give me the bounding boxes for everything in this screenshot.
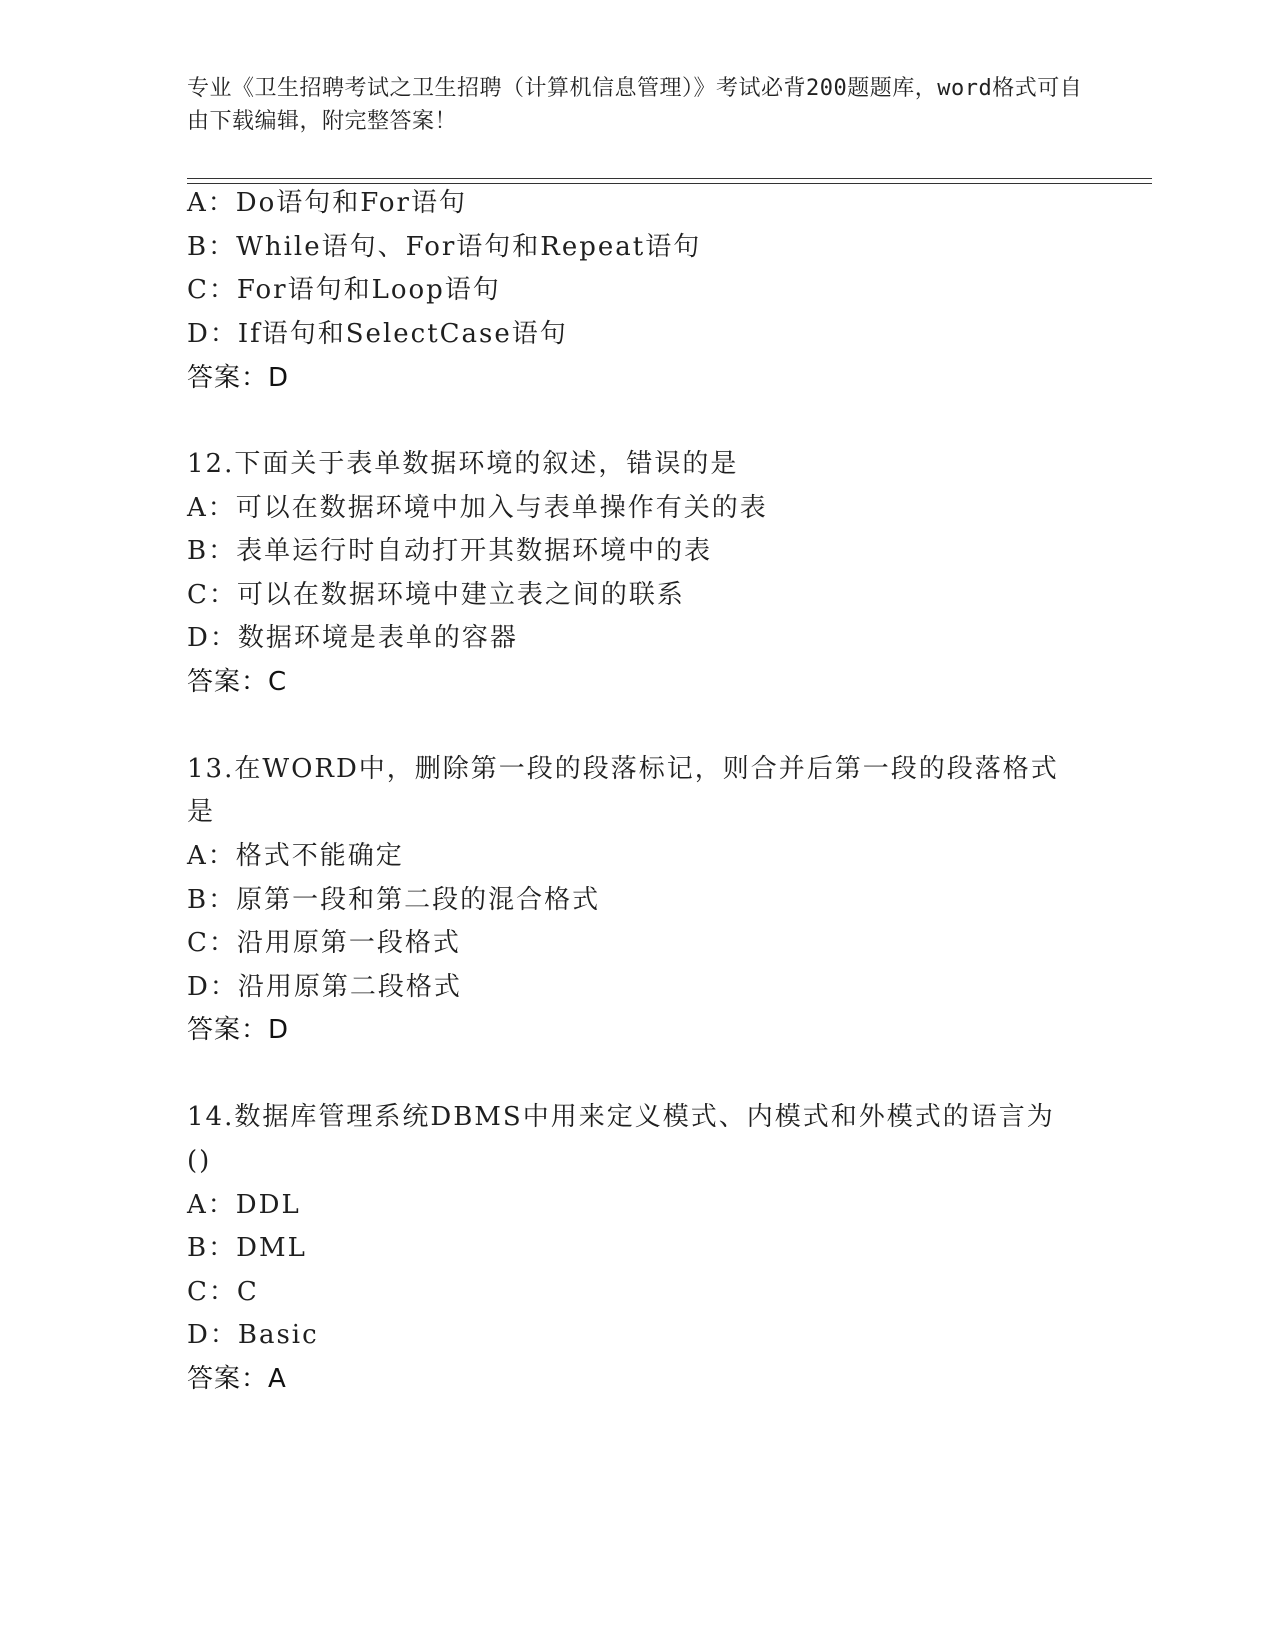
q12-option-a: A：可以在数据环境中加入与表单操作有关的表 xyxy=(187,493,768,523)
q12-option-c: C：可以在数据环境中建立表之间的联系 xyxy=(187,580,685,610)
q14-option-a: A：DDL xyxy=(187,1190,301,1220)
q14-question-line1: 14.数据库管理系统DBMS中用来定义模式、内模式和外模式的语言为 xyxy=(187,1102,1055,1132)
q14-question-line2: () xyxy=(187,1146,212,1176)
q13-question-line2: 是 xyxy=(187,797,216,827)
q11-option-a: A：Do语句和For语句 xyxy=(187,188,467,218)
q13-option-b: B：原第一段和第二段的混合格式 xyxy=(187,885,601,915)
q11-option-c: C：For语句和Loop语句 xyxy=(187,275,501,305)
q11-option-b: B：While语句、For语句和Repeat语句 xyxy=(187,232,702,262)
q11-answer: 答案：D xyxy=(187,363,290,393)
q14-option-c: C：C xyxy=(187,1277,259,1307)
q12-option-d: D：数据环境是表单的容器 xyxy=(187,623,518,653)
q13-question-line1: 13.在WORD中，删除第一段的段落标记，则合并后第一段的段落格式 xyxy=(187,754,1059,784)
q13-answer: 答案：D xyxy=(187,1015,290,1045)
q11-option-d: D：If语句和SelectCase语句 xyxy=(187,319,568,349)
header-divider-top xyxy=(187,178,1152,179)
q12-question: 12.下面关于表单数据环境的叙述，错误的是 xyxy=(187,449,739,479)
q13-option-d: D：沿用原第二段格式 xyxy=(187,972,462,1002)
header-divider-bottom xyxy=(187,183,1152,184)
q13-option-a: A：格式不能确定 xyxy=(187,841,404,871)
document-header: 专业《卫生招聘考试之卫生招聘（计算机信息管理）》考试必背200题题库，word格式可自由下载编辑，附完整答案！ xyxy=(187,76,1083,134)
q12-option-b: B：表单运行时自动打开其数据环境中的表 xyxy=(187,536,713,566)
q14-answer: 答案：A xyxy=(187,1364,287,1394)
q14-option-b: B：DML xyxy=(187,1233,307,1263)
q12-answer: 答案：C xyxy=(187,667,288,697)
q14-option-d: D：Basic xyxy=(187,1320,319,1350)
q13-option-c: C：沿用原第一段格式 xyxy=(187,928,461,958)
